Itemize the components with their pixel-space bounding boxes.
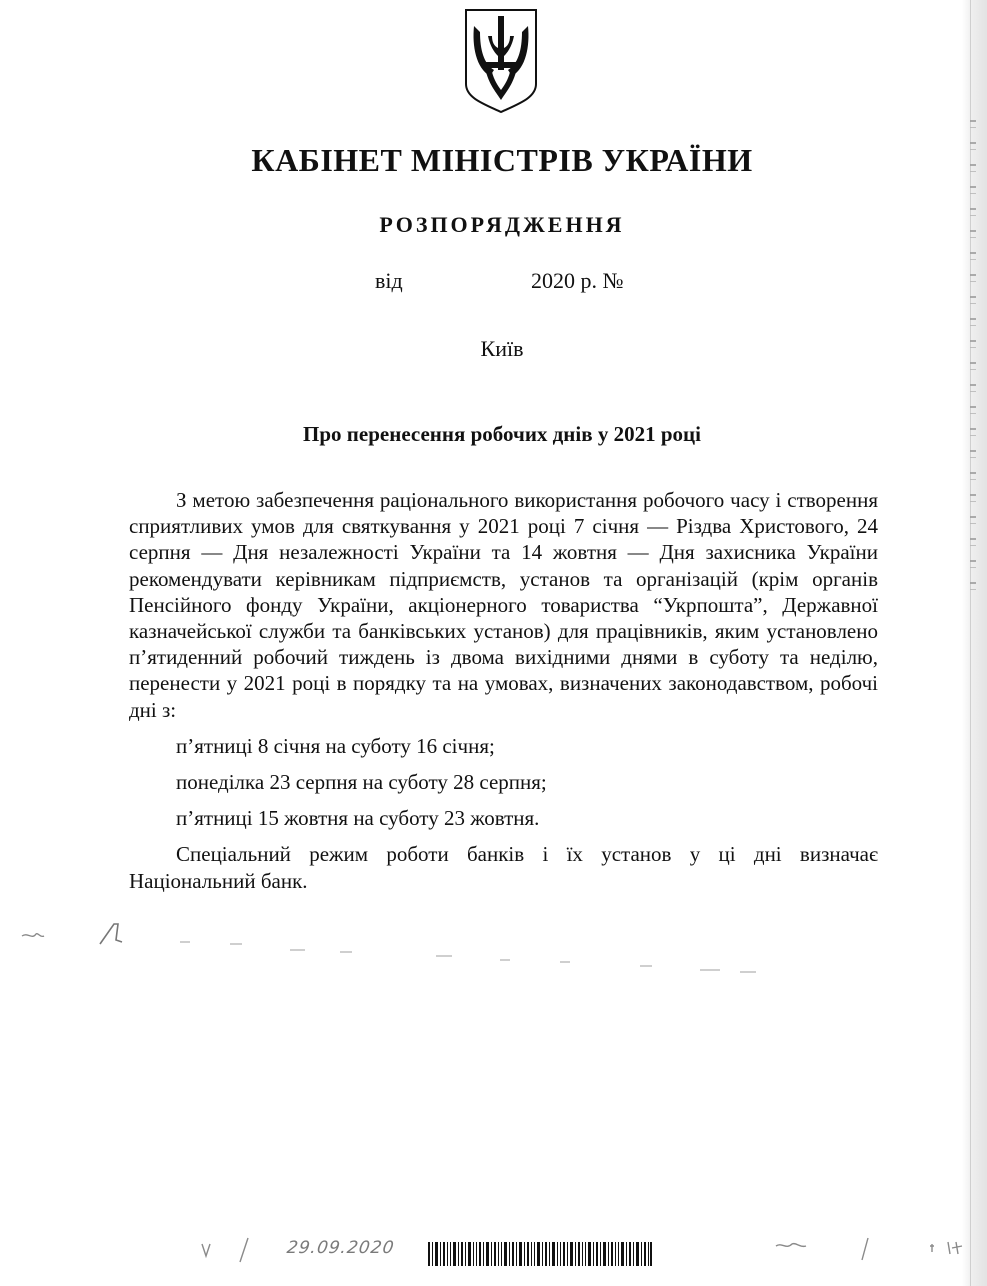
organization-name: КАБІНЕТ МІНІСТРІВ УКРАЇНИ: [251, 142, 753, 178]
main-paragraph: З метою забезпечення раціонального використання робочого часу і створення сприятливих умов для святкування у 2021 році 7 січня — Різдва Христового, 24 серпня — Дня незалежності України та 14 жовтня — Дня захисника України рекомендувати керівникам підприємств, установ та організацій (крім органів Пенсійного фонду України, акціонерного товариства “Укрпошта”, Державної казначейської служби та банківських установ) для працівників, яким установлено п’ятиденний робочий тиждень із двома вихідними днями в суботу та неділю, перенести у 2021 році в порядку та на умовах, визначених законодавством, робочі дні з:: [129, 488, 878, 722]
transfer-item-january: п’ятниці 8 січня на суботу 16 січня;: [176, 733, 495, 758]
footer-handwritten-marks: [0, 1230, 987, 1280]
document-title: Про перенесення робочих днів у 2021 році: [303, 422, 701, 446]
handwritten-date: 29.09.2020: [285, 1238, 396, 1258]
document-body: [129, 487, 878, 894]
date-from-label: від: [375, 268, 403, 293]
coat-of-arms-icon: [462, 6, 540, 114]
date-year-number: 2020 р. №: [531, 268, 624, 293]
city-name: Київ: [480, 336, 524, 361]
transfer-item-august: понеділка 23 серпня на суботу 28 серпня;: [176, 770, 547, 795]
faded-signature-marks: [0, 910, 987, 980]
document-type: РОЗПОРЯДЖЕННЯ: [379, 212, 625, 237]
transfer-item-october: п’ятниці 15 жовтня на суботу 23 жовтня.: [176, 806, 540, 831]
closing-paragraph: Спеціальний режим роботи банків і їх установ у ці дні визначає Національний банк.: [129, 842, 878, 893]
